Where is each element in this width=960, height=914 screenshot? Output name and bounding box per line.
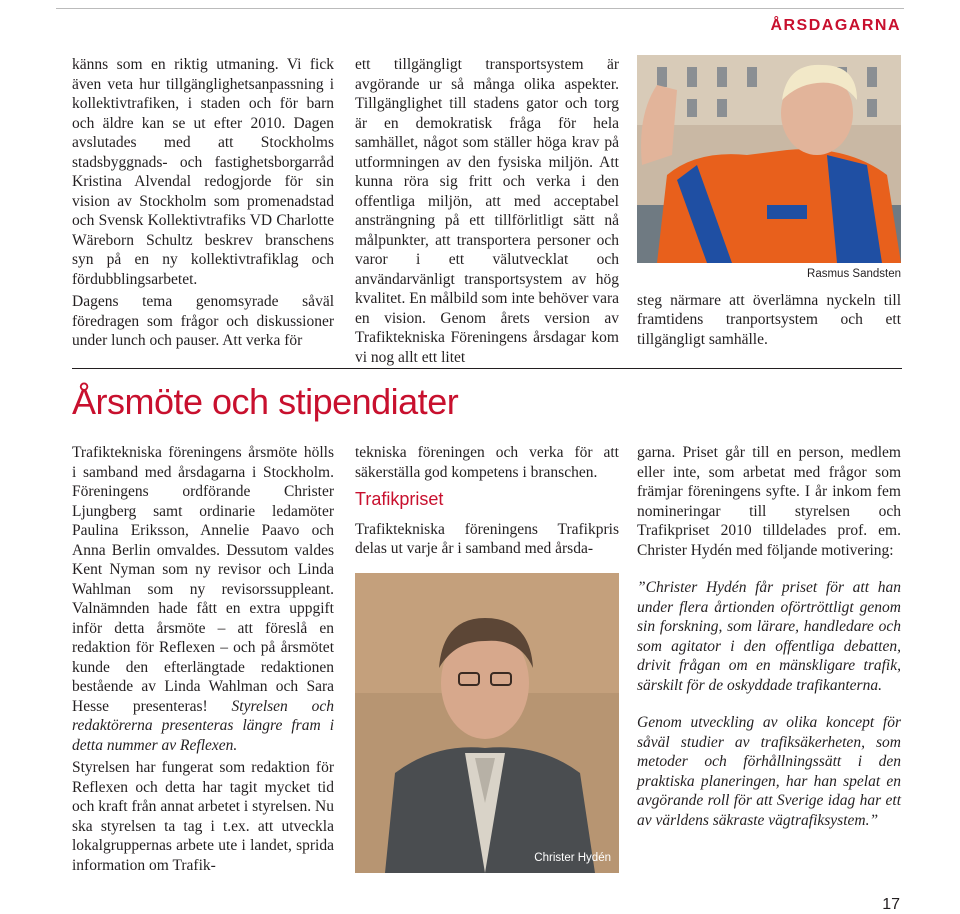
paragraph-text: Trafiktekniska föreningens årsmöte hölls i samband med årsdagarna i Stockholm. Föreningens ordförande Christer Ljungberg samt ordinarie ledamöter Paulina Eriksson, Annelie Paavo och Anna Berlin omvaldes. Dessutom valdes Kent Nyman som ny revisor och Linda Wahlman som ny revisorssuppleant. Valnämnden hade fått en extra uppgift inför detta årsmöte – att föreslå en redaktion för Reflexen – och på årsmötet kunde den efterlängtade redaktionen bestående av Linda Wahlman och Sara Hesse presenteras!	[72, 444, 334, 715]
article-column-1	[72, 443, 334, 878]
top-column-3	[637, 55, 901, 352]
header-rule	[56, 8, 904, 9]
photo-christer-hyden	[355, 573, 619, 873]
top-column-2	[355, 55, 619, 370]
paragraph: garna. Priset går till en person, medlem eller inte, som arbetat med frågor som främjar föreningens syfte. I år inkom fem nomineringar till styrelsen och Trafikpriset 2010 tilldelades prof. em. Christer Hydén med följande motivering:	[637, 444, 901, 559]
quote-paragraph: ”Christer Hydén får priset för att han under flera årtionden oförtröttligt genom sin forskning, som lärare, handledare och som agitator i den offentliga debatten, drivit frågan om en mänskligare trafik, särskilt för de oskyddade trafikanterna.	[637, 579, 901, 694]
paragraph: ett tillgängligt transportsystem är avgörande ur så många olika aspekter. Tillgänglighet till stadens gator och torg är en demokratisk fråga för hela samhället, något som ställer höga krav på utformningen av den fysiska miljön. Att kunna röra sig fritt och verka i den offentliga miljön, att med acceptabel ansträngning på ett tillförlitligt sätt nå målpunkter, att transportera personer och varor i ett välutvecklat och användarvänligt transportsystem av hög kvalitet. En målbild som inte behöver vara en vision. Genom årets version av Trafiktekniska Föreningens årsdagar kom vi nog allt ett litet	[355, 56, 619, 366]
page-number: 17	[882, 896, 900, 913]
section-rule	[72, 368, 902, 369]
quote-paragraph: Genom utveckling av olika koncept för såväl studier av trafiksäkerheten, som metoder och förhållningssätt i den praktiska planeringen, har han spelat en avgörande roll för att Sverige idag har ett av världens säkraste vägtrafiksystem.”	[637, 714, 901, 829]
article-column-2	[355, 443, 619, 873]
paragraph	[72, 443, 334, 755]
article-title: Årsmöte och stipendiater	[72, 381, 459, 422]
jury-quote	[637, 578, 901, 830]
photo-caption: Rasmus Sandsten	[807, 268, 901, 280]
section-label: ÅRSDAGARNA	[770, 17, 901, 34]
paragraph: känns som en riktig utmaning. Vi fick även veta hur tillgänglighetsanpassning i kollektivtrafiken, i staden och för barn och äldre kan se ut efter 2010. Dagen avslutades med att Stockholms stadsbyggnads- och fastighetsborgarråd Kristina Alvendal redogjorde för sin vision av Stockholm som promenadstad och Svensk Kollektivtrafiks VD Charlotte Wäreborn Schultz beskrev branschens syn på en ny kollektivtrafiklag och fördubblingsarbetet.	[72, 56, 334, 288]
article-column-3	[637, 443, 901, 848]
paragraph: steg närmare att överlämna nyckeln till framtidens tranportsystem och ett tillgängligt samhälle.	[637, 291, 901, 348]
photo-caption: Christer Hydén	[534, 852, 611, 864]
paragraph-italic: Styrelsen och redaktörerna presenteras längre fram i detta nummer av Reflexen.	[72, 697, 334, 754]
paragraph: tekniska föreningen och verka för att säkerställa god kompetens i branschen.	[355, 444, 619, 481]
paragraph: Dagens tema genomsyrade såväl föredragen som frågor och diskussioner under lunch och pauser. Att verka för	[72, 293, 334, 349]
paragraph: Styrelsen har fungerat som redaktion för Reflexen och detta har tagit mycket tid och kraft från annat arbetet i styrelsen. Nu ska styrelsen ta tag i t.ex. att utveckla lokalgruppernas arbete ute i landet, sprida information om Trafik-	[72, 759, 334, 874]
paragraph: Trafiktekniska föreningens Trafikpris delas ut varje år i samband med årsda-	[355, 520, 619, 557]
top-column-1	[72, 55, 334, 354]
subheading-trafikpriset: Trafikpriset	[355, 489, 444, 509]
photo-rasmus-sandsten	[637, 55, 901, 263]
